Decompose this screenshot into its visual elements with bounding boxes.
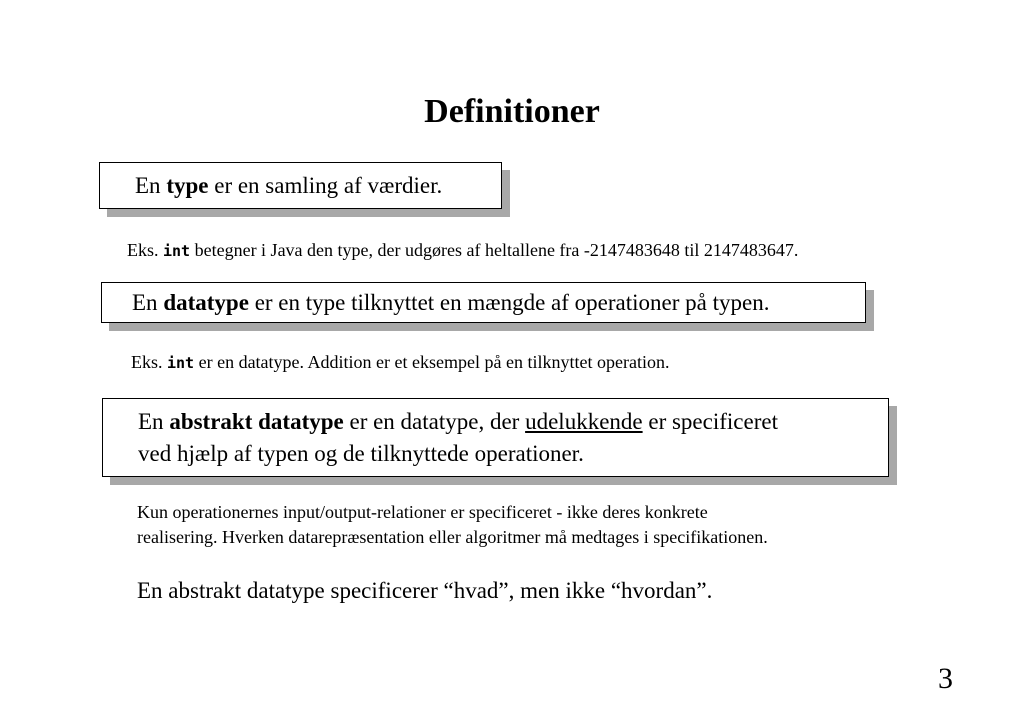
explanation-line-2: realisering. Hverken datarepræsentation eller algoritmer må medtages i specifikationen. (137, 527, 768, 547)
definition-box-abstract-datatype (102, 398, 889, 477)
explanation-line-1: Kun operationernes input/output-relationer er specificeret - ikke deres konkrete (137, 502, 708, 522)
definition-line-1 (138, 406, 888, 438)
example-text: er en datatype. Addition er et eksempel på en tilknyttet operation. (194, 352, 670, 372)
conclusion-text: En abstrakt datatype specificerer “hvad”, men ikke “hvordan”. (137, 578, 713, 603)
definition-prefix: En (135, 173, 167, 198)
definition-box-type (99, 162, 502, 209)
definition-term: datatype (163, 290, 249, 315)
definition-box-datatype (101, 282, 866, 323)
definition-prefix: En (132, 290, 164, 315)
definition-text: er en samling af værdier. (208, 173, 443, 198)
definition-line-2: ved hjælp af typen og de tilknyttede operationer. (138, 441, 584, 466)
page-number: 3 (938, 662, 953, 695)
definition-text: er en type tilknyttet en mængde af operationer på typen. (248, 290, 770, 315)
definition-prefix: En (138, 409, 170, 434)
definition-term: type (166, 173, 209, 198)
example-prefix: Eks. (131, 352, 167, 372)
example-note-datatype (131, 350, 669, 375)
code-keyword: int (167, 354, 195, 372)
emphasized-word: udelukkende (525, 409, 643, 434)
definition-text: er en datatype, der (343, 409, 526, 434)
explanation-note (137, 500, 768, 550)
example-text: betegner i Java den type, der udgøres af heltallene fra -2147483648 til 2147483647. (190, 240, 799, 260)
code-keyword: int (163, 242, 191, 260)
example-note-type (127, 238, 798, 263)
definition-term: abstrakt datatype (169, 409, 344, 434)
definition-text-end: er specificeret (642, 409, 778, 434)
slide-title: Definitioner (424, 93, 600, 130)
example-prefix: Eks. (127, 240, 163, 260)
